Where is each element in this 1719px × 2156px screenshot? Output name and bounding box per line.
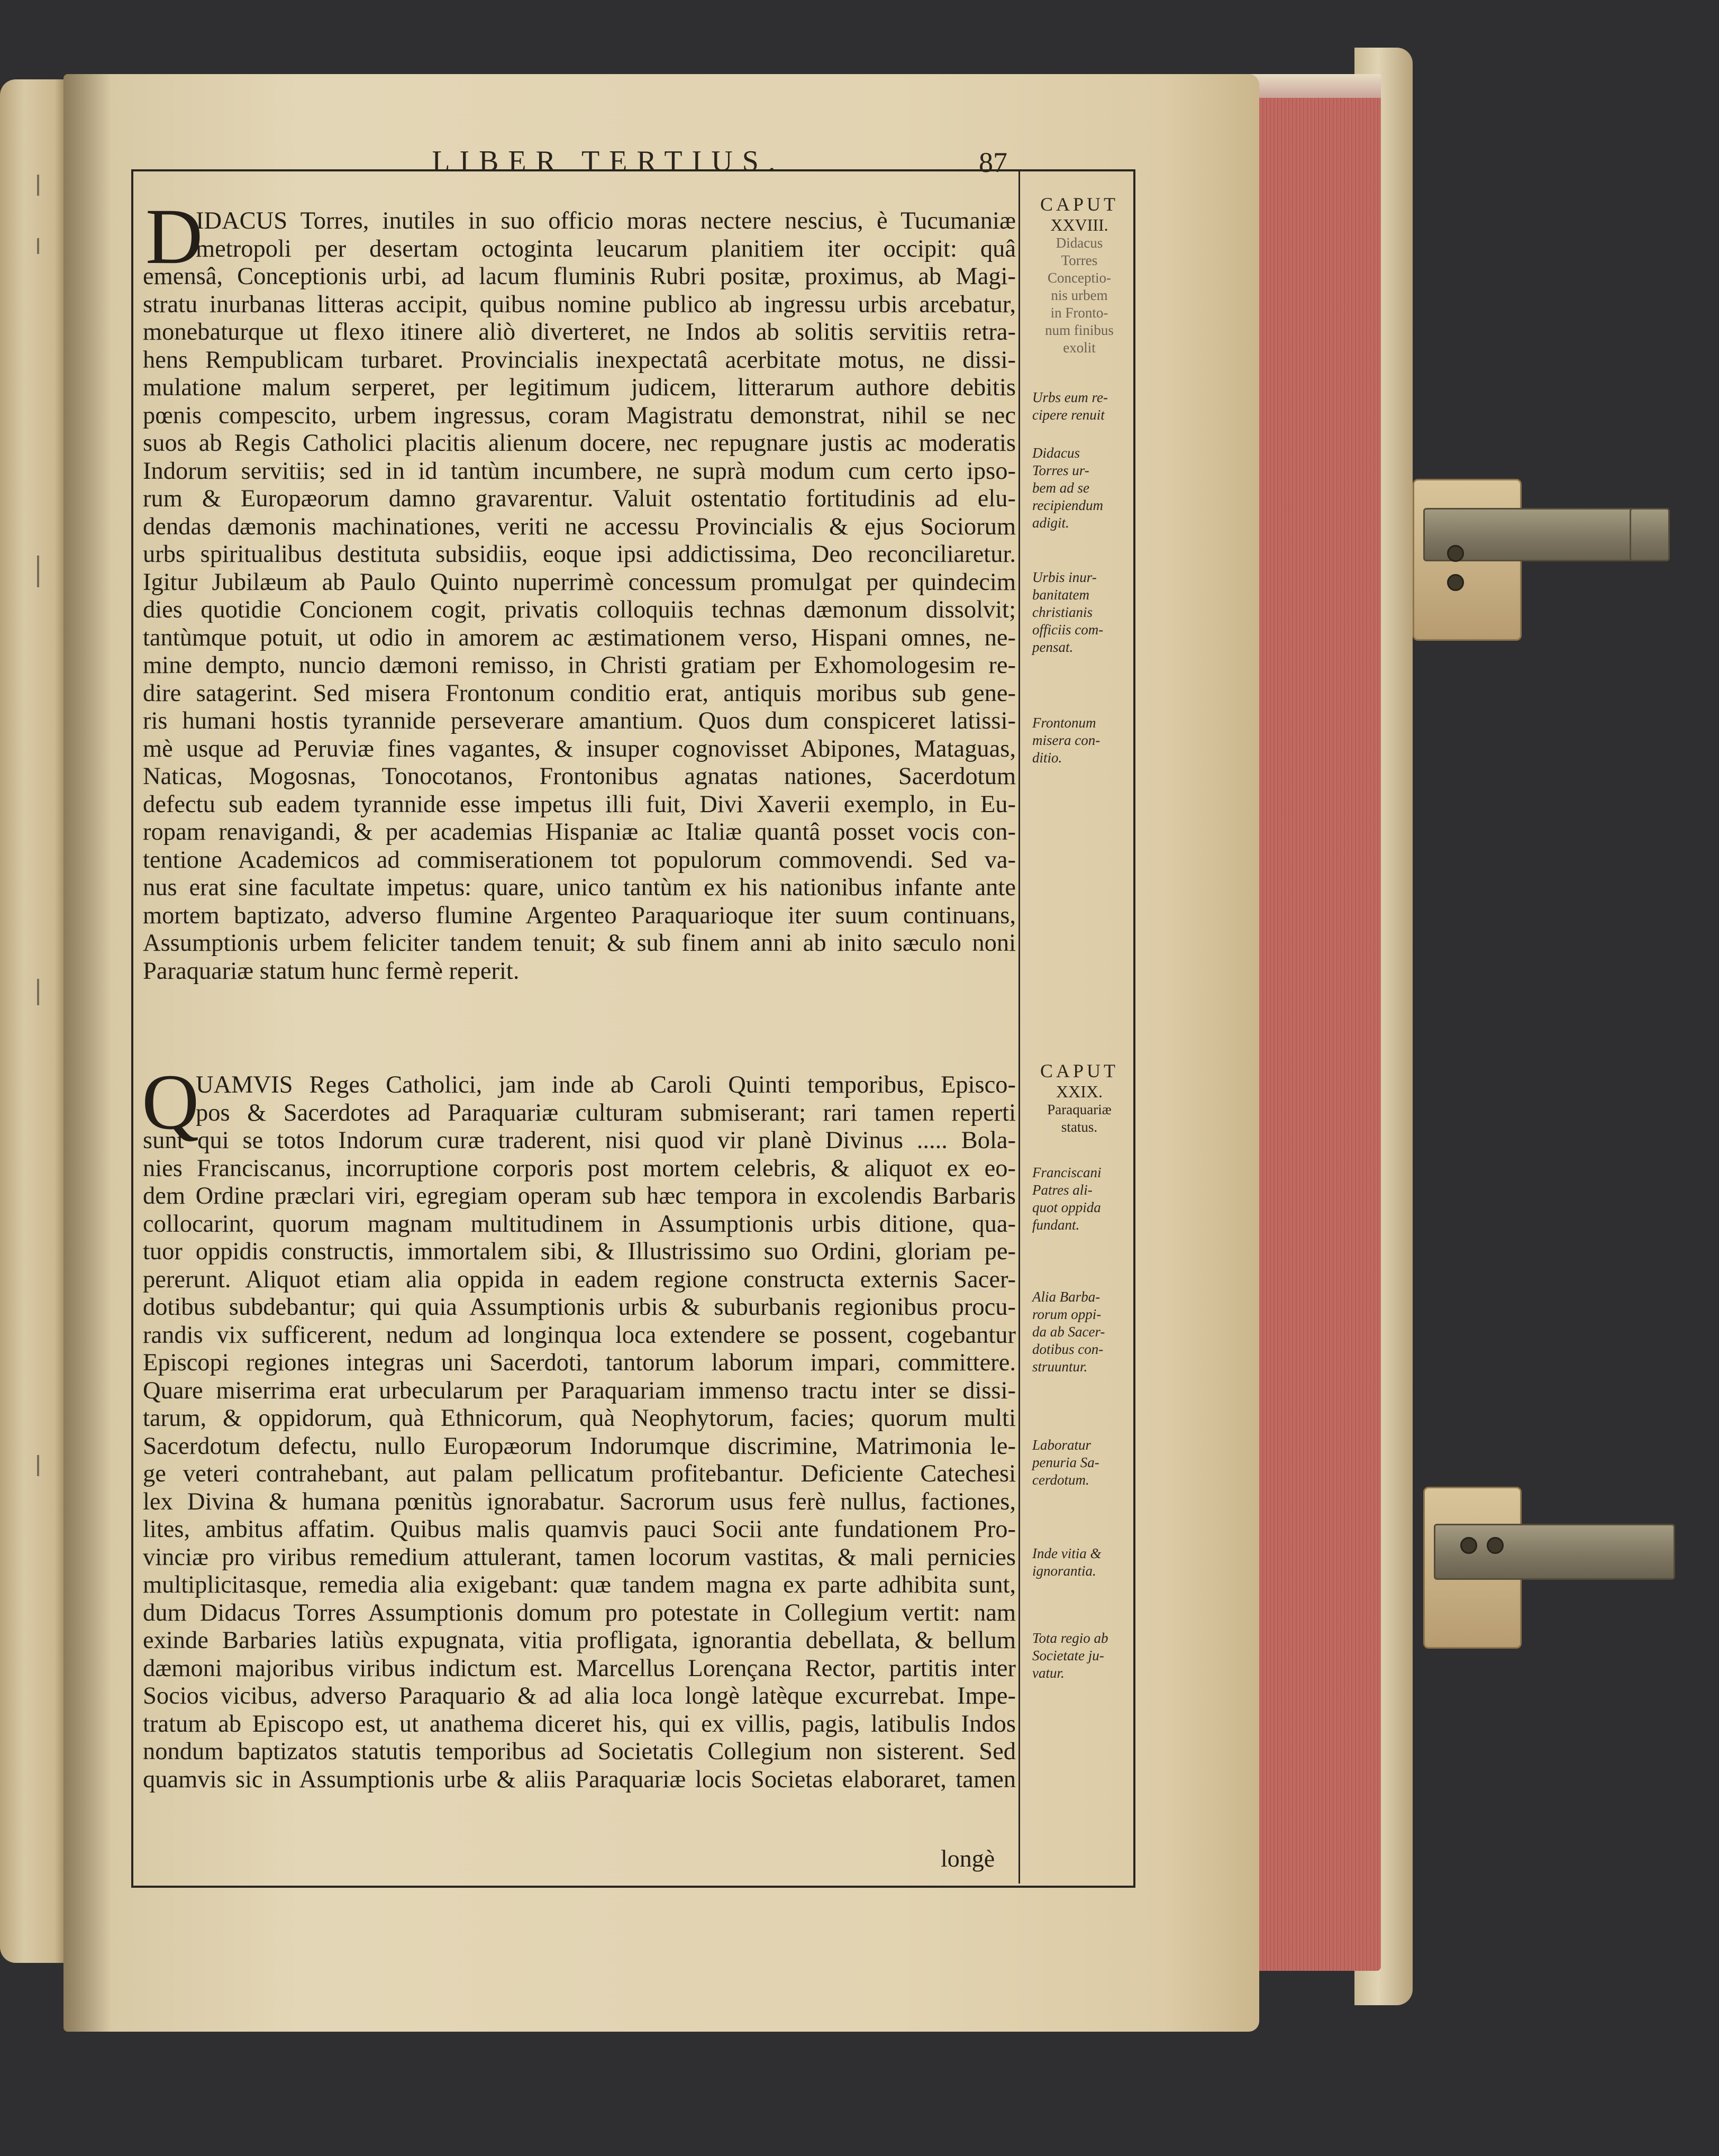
text-line: Sacerdotum defectu, nullo Europæorum Indorumque discrimine, Matrimonia le- — [143, 1432, 1016, 1460]
margin-note — [1029, 1630, 1130, 1682]
text-line: dire satagerint. Sed misera Frontonum conditio erat, antiquis moribus sub gene- — [143, 679, 1016, 707]
marginal-note: Frontonum misera con- ditio. — [1032, 715, 1100, 766]
text-line: ropam renavigandi, & per academias Hispaniæ ac Italiæ quantâ posset vocis con- — [143, 818, 1016, 845]
margin-note — [1029, 1164, 1130, 1234]
text-line: Paraquariæ statum hunc fermè reperit. — [143, 957, 520, 985]
dropcap-q: Q — [142, 1058, 199, 1146]
text-line: IDACUS Torres, inutiles in suo officio moras nectere nescius, è Tucumaniæ — [196, 207, 1016, 234]
chapter-29-text — [143, 1071, 1016, 1794]
marginal-note: Didacus Torres ur- bem ad se recipiendum adigit. — [1032, 445, 1103, 531]
text-line: exinde Barbaries latiùs expugnata, vitia profligata, ignorantia debellata, & bellum — [143, 1627, 1016, 1654]
text-line: dendas dæmonis machinationes, veriti ne accessu Provincialis & ejus Sociorum — [143, 513, 1016, 540]
text-line: pœnis compescito, urbem ingressus, coram Magistratu demonstrat, nihil se nec — [143, 402, 1016, 429]
upper-clasp-tip — [1630, 508, 1670, 561]
marginal-note: Urbis inur- banitatem christianis officiis com- pensat. — [1032, 569, 1104, 655]
text-line: ris humani hostis tyrannide perseverare amantium. Quos dum conspiceret latissi- — [143, 707, 1016, 734]
page-edges — [1238, 82, 1381, 1971]
text-line: Indorum servitiis; sed in id tantùm incumbere, ne suprà modum cum certo ipso- — [143, 457, 1016, 485]
marginal-note: Inde vitia & ignorantia. — [1032, 1545, 1102, 1579]
text-line: mine dempto, nuncio dæmoni remisso, in Christi gratiam per Exhomologesim re- — [143, 652, 1016, 679]
margin-chapter-28 — [1029, 193, 1130, 357]
margin-note — [1029, 1288, 1130, 1376]
margin-note — [1029, 444, 1130, 532]
text-line: suos ab Regis Catholici placitis alienum docere, nec repugnare justis ac moderatis — [143, 430, 1016, 457]
text-line: tentione Academicos ad commiserationem tot populorum commovendi. Sed va- — [143, 846, 1016, 874]
marginal-note: Franciscani Patres ali- quot oppida fundant. — [1032, 1165, 1102, 1233]
upper-rivet-1 — [1447, 545, 1464, 562]
chapter-28-text — [143, 207, 1016, 985]
text-line: pererunt. Aliquot etiam alia oppida in eadem regione constructa externis Sacer- — [143, 1266, 1016, 1293]
text-line: UAMVIS Reges Catholici, jam inde ab Caroli Quinti temporibus, Episco- — [196, 1071, 1016, 1098]
page-number: 87 — [979, 147, 1007, 178]
text-line: Quare miserrima erat urbecularum per Paraquariam immenso tractu inter se dissi- — [143, 1377, 1016, 1404]
text-line: mulatione malum serperet, per legitimum judicem, litterarum authore debitis — [143, 374, 1016, 401]
text-line: sunt qui se totos Indorum curæ traderent, nisi quod vir planè Divinus ..... Bola- — [143, 1127, 1016, 1154]
running-head: LIBER TERTIUS. — [432, 145, 785, 178]
marginal-note: Laboratur penuria Sa- cerdotum. — [1032, 1437, 1099, 1488]
margin-chapter-29 — [1029, 1060, 1130, 1136]
text-line: Assumptionis urbem feliciter tandem tenuit; & sub finem anni ab inito sæculo noni — [143, 930, 1016, 957]
catchword: longè — [941, 1845, 995, 1872]
caput-heading: CAPUT — [1040, 194, 1119, 215]
text-line: multiplicitasque, remedia alia exigebant: quæ tandem magna ex parte adhibita sunt, — [143, 1571, 1016, 1598]
text-line: mè usque ad Peruviæ fines vagantes, & insuper cognovisset Abipones, Mataguas, — [143, 735, 1016, 762]
text-line: urbs spiritualibus destituta subsidiis, eoque ipsi addictissima, Deo reconciliaretur. — [143, 541, 1016, 568]
text-line: rum & Europæorum damno gravarentur. Valuit ostentatio fortitudinis ad elu- — [143, 485, 1016, 512]
text-line: Igitur Jubilæum ab Paulo Quinto nuperrimè concessum promulgat per quindecim — [143, 568, 1016, 596]
text-line: metropoli per desertam octoginta leucarum planitiem iter occipit: quâ — [196, 235, 1016, 262]
text-line: lites, ambitus affatim. Quibus malis quamvis pauci Socii ante fundationem Pro- — [143, 1516, 1016, 1543]
margin-note — [1029, 714, 1130, 767]
text-line: collocarint, quorum magnam multitudinem in Assumptionis urbis ditione, qua- — [143, 1210, 1016, 1238]
marginal-note: Tota regio ab Societate ju- vatur. — [1032, 1630, 1108, 1681]
margin-note — [1029, 1436, 1130, 1489]
previous-page-edge — [0, 79, 69, 1963]
margin-note — [1029, 1545, 1130, 1580]
margin-rule — [1018, 169, 1020, 1884]
text-line: randis vix sufficerent, nedum ad longinqua loca extendere se possent, cogebantur — [143, 1321, 1016, 1349]
text-line: dies quotidie Concionem cogit, privatis colloquiis technas dæmonum dissolvit; — [143, 596, 1016, 623]
text-line: dæmoni majoribus viribus indictum est. Marcellus Lorençana Rector, partitis inter — [143, 1654, 1016, 1682]
page-edges-top — [1238, 74, 1381, 98]
text-line: Naticas, Mogosnas, Tonocotanos, Frontonibus agnatas nationes, Sacerdotum — [143, 763, 1016, 790]
text-line: Episcopi regiones integras uni Sacerdoti, tantorum laborum impari, committere. — [143, 1349, 1016, 1376]
text-line: tantùmque potuit, ut odio in amorem ac æstimationem verso, Hispani omnes, ne- — [143, 624, 1016, 651]
chapter-summary: Didacus Torres Conceptio- nis urbem in Fronto- num finibus exolit — [1045, 235, 1114, 356]
chapter-summary: Paraquariæ status. — [1047, 1102, 1112, 1135]
text-line: defectu sub eadem tyrannide esse impetus illi fuit, Divi Xaverii exemplo, in Eu- — [143, 790, 1016, 818]
dropcap-d: D — [145, 193, 203, 280]
text-line: Socios vicibus, adverso Paraquario & ad alia loca longè latèque excurrebat. Impe- — [143, 1682, 1016, 1709]
text-line: stratu inurbanas litteras accipit, quibus nomine publico ab ingressu urbis arcebatur, — [143, 290, 1016, 318]
text-line: ge veteri contrahebant, aut palam pellicatum profitebantur. Deficiente Catechesi — [143, 1460, 1016, 1487]
text-line: tratum ab Episcopo est, ut anathema diceret his, qui ex villis, pagis, latibulis Indos — [143, 1710, 1016, 1737]
marginal-note: Alia Barba- rorum oppi- da ab Sacer- dotibus con- struuntur. — [1032, 1289, 1105, 1375]
caput-heading: CAPUT — [1040, 1060, 1119, 1081]
margin-note — [1029, 569, 1130, 656]
text-line: emensâ, Conceptionis urbi, ad lacum fluminis Rubri positæ, proximus, ab Magi- — [143, 263, 1016, 290]
text-line: pos & Sacerdotes ad Paraquariæ culturam submiserant; rari tamen reperti — [196, 1099, 1016, 1126]
caput-number: XXVIII. — [1050, 215, 1108, 234]
caput-number: XXIX. — [1056, 1082, 1103, 1101]
marginal-note: Urbs eum re- cipere renuit — [1032, 389, 1108, 423]
text-line: dotibus subdebantur; qui quia Assumptionis urbis & suburbanis regionibus procu- — [143, 1294, 1016, 1321]
upper-rivet-2 — [1447, 574, 1464, 591]
text-line: hens Rempublicam turbaret. Provincialis inexpectatâ acerbitate motus, ne dissi- — [143, 346, 1016, 374]
lower-rivet-2 — [1487, 1537, 1504, 1554]
text-line: monebaturque ut flexo itinere aliò diverteret, ne Indos ab solitis servitiis retra- — [143, 319, 1016, 345]
text-line: dem Ordine præclari viri, egregiam operam sub hæc tempora in excolendis Barbaris — [143, 1182, 1016, 1209]
lower-rivet-1 — [1460, 1537, 1477, 1554]
text-line: tuor oppidis constructis, immortalem sibi, & Illustrissimo suo Ordini, gloriam pe- — [143, 1238, 1016, 1265]
text-line: nus erat sine facultate impetus: quare, unico tantùm ex his nationibus infante ante — [143, 874, 1016, 901]
text-line: lex Divina & humana pœnitùs ignorabatur. Sacrorum usus ferè nullus, factiones, — [143, 1488, 1016, 1515]
text-line: nies Franciscanus, incorruptione corporis post mortem celebris, & aliquot ex eo- — [143, 1154, 1016, 1182]
text-line: quamvis sic in Assumptionis urbe & aliis Paraquariæ locis Societas elaboraret, tamen — [143, 1766, 1016, 1793]
margin-note — [1029, 389, 1130, 424]
text-line: tarum, & oppidorum, quà Ethnicorum, quà Neophytorum, facies; quorum multi — [143, 1405, 1016, 1432]
text-line: mortem baptizato, adverso flumine Argenteo Paraquarioque iter suum continuans, — [143, 902, 1016, 929]
text-line: dum Didacus Torres Assumptionis domum pro potestate in Collegium vertit: nam — [143, 1599, 1016, 1626]
gutter-shadow — [63, 74, 111, 2032]
text-line: vinciæ pro viribus remedium attulerant, tamen locorum vastitas, & mali pernicies — [143, 1543, 1016, 1571]
text-line: nondum baptizatos statutis temporibus ad Societatis Collegium non sisterent. Sed — [143, 1738, 1016, 1765]
